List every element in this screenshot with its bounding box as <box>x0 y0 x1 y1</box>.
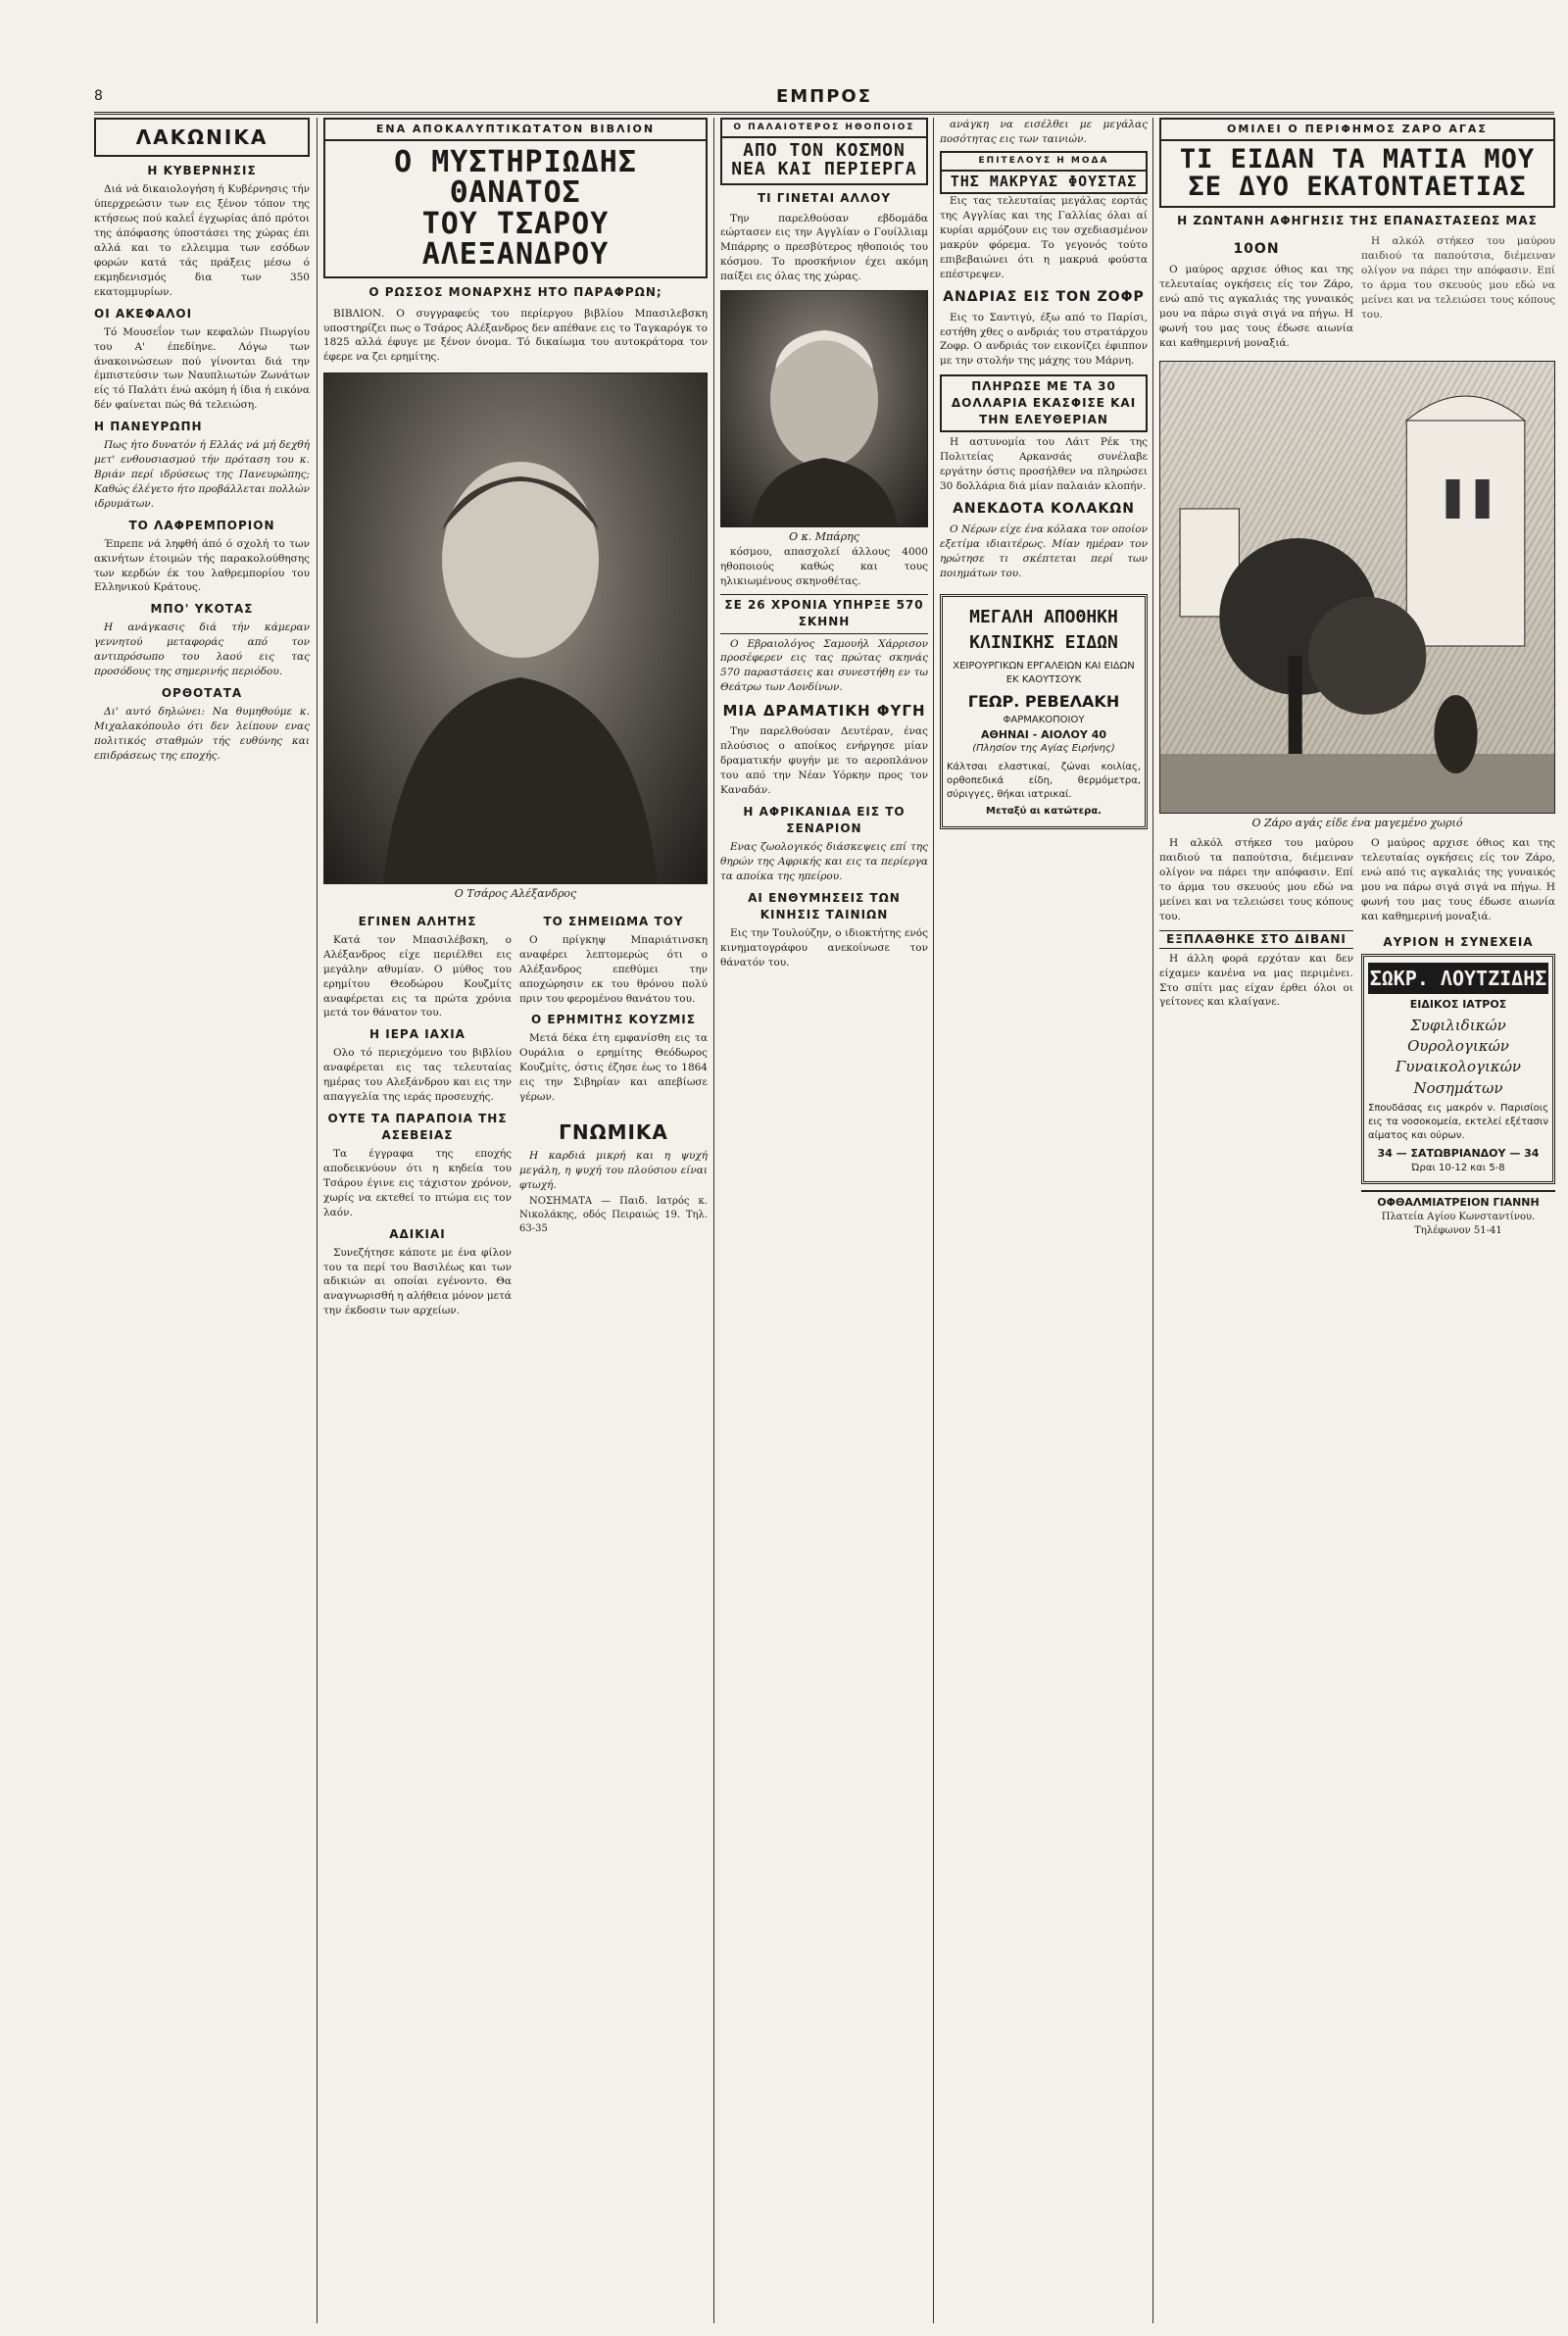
illustration-caption: Ο Ζάρο αγάς είδε ένα μαγεμένο χωριό <box>1251 816 1463 829</box>
section-heading: ΑΝΔΡΙΑΣ ΕΙΣ ΤΟΝ ΖΟΦΡ <box>943 288 1145 305</box>
article-world-news <box>720 118 928 2323</box>
fashion-headline: ΤΗΣ ΜΑΚΡΥΑΣ ΦΟΥΣΤΑΣ <box>940 172 1148 195</box>
column-rule <box>713 118 714 2323</box>
article-text: Διά νά δικαιολογήση ή Κυβέρνησις τήν ύπερχρεώσιν των εις ξένον τόπον της κτήσεως πού καλεΐ έγχωρίας άπό πρότοι της άπόφασης ύποστάσει της χώρας έπι αλλά και το ελλειμμα των εσόδων φορών κατά τάς πράξεις μέσω ό εκμηδενισμός δια των 350 εκατομμυρίων. <box>94 183 310 298</box>
ad-owner-name: ΓΕΩΡ. ΡΕΒΕΛΑΚΗ <box>967 691 1120 711</box>
section-heading: ΣΕ 26 ΧΡΟΝΙΑ ΥΠΗΡΞΕ 570 ΣΚΗΝΗ <box>720 594 928 633</box>
ad-text: Σπουδάσας εις μακρόν ν. Παρισίοις εις τα νοσοκομεία, εκτελεί εξέτασιν αίματος και ούρων. <box>1368 1102 1548 1142</box>
article-kicker: Ο ΠΑΛΑΙΟΤΕΡΟΣ ΗΘΟΠΟΙΟΣ <box>720 118 928 138</box>
article-text: Τα έγγραφα της εποχής αποδεικνύουν ότι η κηδεία του Τσάρου έγινε εις τάχιστον χρόνον, χωρίς να εκτεθεί το πτώμα εις τον λαόν. <box>323 1148 512 1218</box>
column-rule <box>1152 118 1153 2323</box>
article-text: Η αλκόλ στήκεσ του μαύρου παιδιού τα παπούτσια, διέμειναν ολίγον να πάρει την απόφασιν. Επί το άρμα του σκευούς μου εδώ να μείνει και να τελειώσει τους κόπους του. <box>1159 837 1353 922</box>
article-tsar <box>323 118 708 2323</box>
page-number: 8 <box>94 88 103 104</box>
ad-specialty: Γυναικολογικών <box>1395 1058 1522 1076</box>
gnomika-text: Η καρδιά μικρή και η ψυχή μεγάλη, η ψυχή του πλούσιου είναι φτωχή. <box>519 1150 708 1192</box>
article-text: ανάγκη να εισέλθει με μεγάλας ποσότητας εις των ταινιών. <box>940 119 1148 145</box>
article-text: Εις τας τελευταίας μεγάλας εορτάς της Αγγλίας και της Γαλλίας όλαι αί κυρίαι αρμόζουν εις τον σχεδιασμένον μακρύν φόρεμα. Το γεγονός τούτο επιβεβαιώνει ότι η μακρυά φούστα επέστρεψεν. <box>940 195 1148 280</box>
advertisement-medical-supplies <box>940 594 1148 829</box>
portrait-silhouette-icon <box>324 373 707 883</box>
section-heading: Ο ΕΡΗΜΙΤΗΣ ΚΟΥΖΜΙΣ <box>531 1013 696 1027</box>
continue-notice: ΑΥΡΙΟΝ Η ΣΥΝΕΧΕΙΑ <box>1383 934 1534 949</box>
photo-caption: Ο κ. Μπάρης <box>789 530 859 544</box>
section-heading: Η ΙΕΡΑ ΙΑΧΙΑ <box>369 1027 466 1042</box>
section-heading: ΕΓΙΝΕΝ ΑΛΗΤΗΣ <box>358 914 477 928</box>
article-text: Ο Εβραιολόγος Σαμουήλ Χάρρισον προσέφερεν εις τας πρώτας σκηνάς 570 παραστάσεις και συνεστήθη εν τω Θεάτρω των Λονδίνων. <box>720 637 928 694</box>
ad-doctor-role: ΕΙΔΙΚΟΣ ΙΑΤΡΟΣ <box>1409 998 1507 1012</box>
article-kicker: ΕΠΙΤΕΛΟΥΣ Η ΜΟΔΑ <box>940 151 1148 172</box>
article-text: Η ανάγκασις διά τήν κάμεραν γεννητού μεταφοράς από τον αντιπρόσωπο του λαού εις τας προσόδους της σημερινής περιόδου. <box>94 621 310 678</box>
ad-owner-role: ΦΑΡΜΑΚΟΠΟΙΟΥ <box>1003 714 1085 725</box>
newspaper-name: ΕΜΠΡΟΣ <box>775 86 873 107</box>
ad-title: ΚΛΙΝΙΚΗΣ ΕΙΔΩΝ <box>969 632 1118 654</box>
ad-hours: Ώραι 10-12 και 5-8 <box>1411 1163 1505 1174</box>
article-zaro-agha <box>1159 118 1555 2323</box>
article-text: Ολο τό περιεχόμενο του βιβλίου αναφέρεται εις τας τελευταίας ημέρας του Αλεξάνδρου και εις την απαγγελία της ιεράς προσευχής. <box>323 1047 512 1104</box>
article-text: Η άλλη φορά ερχόταν και δεν είχαμεν κανένα να μας περιμένει. Στο σπίτι μας είχαν έρθει όλοι οι γείτονες και κλαίγανε. <box>1159 952 1353 1009</box>
article-text: Δι' αυτό δηλώνει: Να θυμηθούμε κ. Μιχαλακόπουλο ότι δεν λείπουν ενας πολιτικός σταθμών τής ευθύνης και επιδράσεως της εποχής. <box>94 706 310 762</box>
headline-line-1: ΤΙ ΕΙΔΑΝ ΤΑ ΜΑΤΙΑ ΜΟΥ <box>1179 143 1536 174</box>
article-text: Πως ήτο δυνατόν ή Ελλάς νά μή δεχθή μετ' ενθουσιασμού τήν πρόταση του κ. Βριάν περί ιδρύσεως της Πανευρώπης; Καθώς έλέγετο ήτο προβάλλεται πολλών ιδρυμάτων. <box>94 439 310 510</box>
article-text: Ενας ζωολογικός διάσκεψεις επί της θηρών της Αφρικής και εις τα περίεργα τα αποίκα της ηπείρου. <box>720 841 928 882</box>
column-lakonika <box>94 118 310 2323</box>
headline-line-2: ΝΕΑ ΚΑΙ ΠΕΡΙΕΡΓΑ <box>731 158 917 179</box>
lakonika-title: ΛΑΚΩΝΙΚΑ <box>94 118 310 157</box>
article-text: ΒΙΒΛΙΟΝ. Ο συγγραφεύς του περίεργου βιβλίου Μπασιλεβσκη υποστηρίζει πως ο Τσάρος Αλέξανδρος δεν απέθανε εις το Ταγκαρόγκ το 1825 αλλά έφυγε με ξένον όνομα. Τό δικαίωμα του αυτοκράτορα τον έφερε να ζει ερημίτης. <box>323 307 708 364</box>
article-text: Η αλκόλ στήκεσ του μαύρου παιδιού τα παπούτσια, διέμειναν ολίγον να πάρει την απόφασιν. Επί το άρμα του σκευούς μου εδώ να μείνει και να τελειώσει τους κόπους του. <box>1361 235 1555 321</box>
ad-address-note: (Πλησίον της Αγίας Ειρήνης) <box>972 743 1115 755</box>
section-heading: ΠΛΗΡΩΣΕ ΜΕ ΤΑ 30 ΔΟΛΛΑΡΙΑ ΕΚΑΣΦΙΣΕ ΚΑΙ ΤΗΝ ΕΛΕΥΘΕΡΙΑΝ <box>940 374 1148 432</box>
section-heading: Η ΚΥΒΕΡΝΗΣΙΣ <box>147 164 257 178</box>
village-illustration <box>1159 361 1555 814</box>
headline-line-1: ΑΠΟ ΤΟΝ ΚΟΣΜΟΝ <box>743 139 906 161</box>
section-heading: ΟΙ ΑΚΕΦΑΛΟΙ <box>94 306 193 321</box>
ad-specialty: Νοσημάτων <box>1413 1078 1503 1097</box>
masthead <box>94 86 1554 115</box>
section-heading: ΤΟ ΛΑΦΡΕΜΠΟΡΙΟΝ <box>128 518 275 532</box>
headline-line-2: ΣΕ ΔΥΟ ΕΚΑΤΟΝΤΑΕΤΙΑΣ <box>1188 171 1527 202</box>
article-text: Μετά δέκα έτη εμφανίσθη εις τα Ουράλια ο ερημίτης Θεόδωρος Κουζμίτς, όστις έζησε έως το 1864 εις την Σιβηρίαν και απεβίωσε γέρων. <box>519 1032 708 1104</box>
article-text: Εις την Τουλούζην, ο ιδιοκτήτης ενός κινηματογράφου ανεκοίνωσε τον θάνατόν του. <box>720 926 928 969</box>
article-text: Ο μαύρος αρχισε όθιος και της τελευταίας ογκήσεις είς τον Ζάρο, ενώ από τις αγκαλιάς της γυναικός μου να πάρω σιγά σιγά να πήγω. Η φωνή του μας τους έδωσε αιωνία και καθημερινή μοναξιά. <box>1159 264 1353 349</box>
ad-footer: Μεταξύ αι κατώτερα. <box>986 806 1102 818</box>
article-subhead: ΤΙ ΓΙΝΕΤΑΙ ΑΛΛΟΥ <box>757 190 892 205</box>
article-text: Η αστυνομία του Λάιτ Ρέκ της Πολιτείας Αρκανσάς συνέλαβε εργάτην όστις προσήλθεν να πληρώσει 30 δολλάρια διά μίαν παλαιάν κλοπήν. <box>940 436 1148 493</box>
column-rule <box>933 118 934 2323</box>
article-kicker: ΟΜΙΛΕΙ Ο ΠΕΡΙΦΗΜΟΣ ΖΑΡΟ ΑΓΑΣ <box>1159 118 1555 141</box>
section-heading: ΑΔΙΚΙΑΙ <box>389 1226 446 1241</box>
gnomika-credit: ΝΟΣΗΜΑΤΑ — Παιδ. Ιατρός κ. Νικολάκης, οδός Πειραιώς 19. Τηλ. 63-35 <box>519 1196 708 1235</box>
article-text: Ο πρίγκηψ Μπαριάτινσκη αναφέρει λεπτομερώς ότι ο Αλέξανδρος επεθύμει την αποχώρησιν εκ του θρόνου πολύ πριν του φερομένου θανάτου του. <box>519 933 708 1005</box>
section-heading: Η ΑΦΡΙΚΑΝΙΔΑ ΕΙΣ ΤΟ ΣΕΝΑΡΙΟΝ <box>743 804 906 835</box>
article-text: Τό Μουσεΐον των κεφαλών Πιωργίου του Α' έπεδίηνε. Λόγω των άνακοινώσεων πού γίνονται διά την έμπιστεύσιν των Ναυπλιωτών Ζωνάτων είς τό Παλάτι ένώ ακόμη ή ίδια ή εικόνα δέν φαίνεται πώς θά τελειώση. <box>94 325 310 412</box>
tsar-column-left <box>323 908 512 1320</box>
ad-title: ΜΕΓΑΛΗ ΑΠΟΘΗΚΗ <box>969 607 1118 628</box>
article-text: Ο μαύρος αρχισε όθιος και της τελευταίας ογκήσεις είς τον Ζάρο, ενώ από τις αγκαλιάς της γυναικός μου να πάρω σιγά σιγά να πήγω. Η φωνή του μας τους έδωσε αιωνία και καθημερινή μοναξιά. <box>1361 837 1555 922</box>
portrait-silhouette-icon <box>721 291 927 526</box>
actor-portrait-photo <box>720 290 928 527</box>
photo-caption: Ο Τσάρος Αλέξανδρος <box>454 887 577 901</box>
article-text: Έπρεπε νά ληφθή άπό ό σχολή το των ακινήτων έτοιμών τής παρακολούθησης των κερδών έκ του λαθρεμπορίου του Ελληνικού Κράτους. <box>94 537 310 594</box>
article-text: Την παρελθούσαν εβδομάδα εώρτασεν εις την Αγγλίαν ο Γουίλλιαμ Μπάρρης ο πρεσβύτερος ηθοποιός του κόσμου. Το προσκήνιον έχει ακόμη παίξει εις όλας της χώρας. <box>720 212 928 283</box>
advertisement-doctor <box>1361 954 1555 1185</box>
article-text: Συνεζήτησε κάποτε με ένα φίλον του τα περί του Βασιλέως και των αδικιών αι οποίαι εγένοντο. Θα αναγνωρισθή η αλήθεια μόνον μετά την έκδοσιν των αρχείων. <box>323 1246 512 1317</box>
ad-doctor-name: ΣΩΚΡ. ΛΟΥΤΖΙΔΗΣ <box>1368 963 1548 994</box>
ad2-text: Πλατεία Αγίου Κωνσταντίνου. Τηλέφωνον 51-41 <box>1381 1211 1536 1237</box>
section-heading: ΜΠΟ' ΥΚΟΤΑΣ <box>150 602 254 617</box>
section-heading: ΑΙ ΕΝΘΥΜΗΣΕΙΣ ΤΩΝ ΚΙΝΗΣΙΣ ΤΑΙΝΙΩΝ <box>748 890 901 921</box>
section-heading: ΕΞΠΛΑΘΗΚΕ ΣΤΟ ΔΙΒΑΝΙ <box>1159 930 1353 949</box>
section-heading: ΟΡΘΟΤΑΤΑ <box>161 686 243 701</box>
ad2-title: ΟΦΘΑΛΜΙΑΤΡΕΙΟΝ ΓΙΑΝΝΗ <box>1377 1196 1540 1210</box>
article-text: Εις το Σαντιγύ, έξω από το Παρίσι, εστήθη χθες ο ανδριάς του στρατάρχου Ζοφρ. Ο ανδριάς τον εικονίζει έφιππον με την στολήν της μάχης του Μάρνη. <box>940 311 1148 368</box>
column-rule <box>317 118 318 2323</box>
ad-specialty: Συφιλιδικών <box>1410 1016 1506 1034</box>
tsar-portrait-photo <box>323 373 708 884</box>
ad-subtitle: ΧΕΙΡΟΥΡΓΙΚΩΝ ΕΡΓΑΛΕΙΩΝ ΚΑΙ ΕΙΔΩΝ ΕΚ ΚΑΟΥΤΣΟΥΚ <box>953 660 1135 685</box>
section-heading: ΟΥΤΕ ΤΑ ΠΑΡΑΠΟΙΑ ΤΗΣ ΑΣΕΒΕΙΑΣ <box>327 1112 508 1143</box>
headline-line-1: Ο ΜΥΣΤΗΡΙΩΔΗΣ ΘΑΝΑΤΟΣ <box>394 144 637 211</box>
tsar-column-right <box>519 908 708 1320</box>
ad-specialty: Ουρολογικών <box>1407 1037 1509 1056</box>
village-scene-icon <box>1160 362 1554 813</box>
ad-address: 34 — ΣΑΤΩΒΡΙΑΝΔΟΥ — 34 <box>1377 1147 1540 1161</box>
gnomika-title: ΓΝΩΜΙΚΑ <box>559 1120 668 1144</box>
article-text: Ο Νέρων είχε ένα κόλακα τον οποίον εξετίμα ιδιαιτέρως. Μίαν ημέραν τον ηρώτησε τι σκέπτεται περί των ποιημάτων του. <box>940 522 1148 579</box>
section-heading: ΜΙΑ ΔΡΑΜΑΤΙΚΗ ΦΥΓΗ <box>722 702 926 721</box>
article-kicker: ΕΝΑ ΑΠΟΚΑΛΥΠΤΙΚΩΤΑΤΟΝ ΒΙΒΛΙΟΝ <box>323 118 708 141</box>
ad-address: ΑΘΗΝΑΙ - ΑΙΟΛΟΥ 40 <box>980 727 1107 741</box>
installment-number: 10ΟΝ <box>1233 241 1280 258</box>
advertisement-ophthalmology <box>1361 1190 1555 1238</box>
article-subhead: Η ΖΩΝΤΑΝΗ ΑΦΗΓΗΣΙΣ ΤΗΣ ΕΠΑΝΑΣΤΑΣΕΩΣ ΜΑΣ <box>1177 214 1538 228</box>
section-heading: Η ΠΑΝΕΥΡΩΠΗ <box>94 420 203 434</box>
article-text: Κατά τον Μπασιλέβσκη, ο Αλέξανδρος είχε περιέλθει εις μεγάλην αθυμίαν. Ο μύθος του ερημίτου Θεοδώρου Κουζμίτς αναφέρεται εις τα πρώτα χρόνια μετά τον θάνατον του. <box>323 933 512 1019</box>
tsar-two-columns <box>323 908 708 1320</box>
headline-line-2: ΤΟΥ ΤΣΑΡΟΥ ΑΛΕΞΑΝΔΡΟΥ <box>421 206 610 273</box>
article-subhead: Ο ΡΩΣΣΟΣ ΜΟΝΑΡΧΗΣ ΗΤΟ ΠΑΡΑΦΡΩΝ; <box>368 284 662 299</box>
article-text: Την παρελθούσαν Δευτέραν, ένας πλούσιος ο αποίκος ενήργησε μίαν δραματικήν φυγήν με το αεροπλάνον του από την Νέαν Υόρκην προς τον Καναδάν. <box>720 725 928 797</box>
article-text: κόσμου, απασχολεί άλλους 4000 ηθοποιούς καθώς και τους ηλικιωμένους σκηνοθέτας. <box>720 545 928 587</box>
column-fashion-misc <box>940 118 1148 2323</box>
ad-text: Κάλτσαι ελαστικαί, ζώναι κοιλίας, ορθοπεδικά είδη, θερμόμετρα, σύριγγες, θήκαι ιατρικαί. <box>947 761 1141 801</box>
section-heading: ΤΟ ΣΗΜΕΙΩΜΑ ΤΟΥ <box>543 914 684 928</box>
section-heading: ΑΝΕΚΔΟΤΑ ΚΟΛΑΚΩΝ <box>953 500 1135 517</box>
